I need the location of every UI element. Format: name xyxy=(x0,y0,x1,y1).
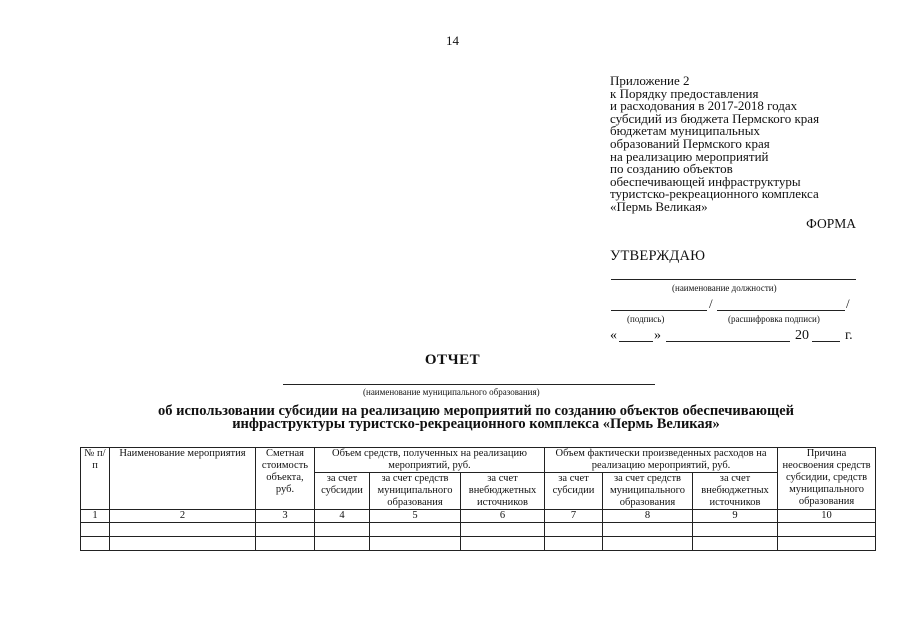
header-reason: Причина неосвоения средств субсидии, средств муниципального образования xyxy=(778,448,876,510)
header-actual-expenses: Объем фактически произведенных расходов на реализацию мероприятий, руб. xyxy=(545,448,778,473)
appendix-line: туристско-рекреационного комплекса xyxy=(610,186,819,202)
empty-cell[interactable] xyxy=(315,537,370,551)
date-year-suffix: г. xyxy=(845,328,853,343)
appendix-line: по созданию объектов xyxy=(610,161,733,177)
appendix-line: обеспечивающей инфраструктуры xyxy=(610,173,801,189)
subheader-municipal: за счет средств муниципального образования xyxy=(370,473,461,510)
appendix-block xyxy=(610,75,900,214)
date-year-line xyxy=(812,341,840,342)
municipality-caption: (наименование муниципального образования) xyxy=(363,387,540,397)
appendix-line: «Пермь Великая» xyxy=(610,198,708,214)
column-number-cell: 4 xyxy=(315,510,370,523)
empty-cell[interactable] xyxy=(81,523,110,537)
column-number-cell: 1 xyxy=(81,510,110,523)
empty-cell[interactable] xyxy=(81,537,110,551)
appendix-line: на реализацию мероприятий xyxy=(610,148,769,164)
empty-cell[interactable] xyxy=(110,523,256,537)
header-funds-received: Объем средств, полученных на реализацию мероприятий, руб. xyxy=(315,448,545,473)
column-number-cell: 3 xyxy=(256,510,315,523)
empty-cell[interactable] xyxy=(693,523,778,537)
subheader-subsidy: за счет субсидии xyxy=(545,473,603,510)
form-label: ФОРМА xyxy=(806,216,856,231)
table-row xyxy=(81,523,876,537)
decoding-caption: (расшифровка подписи) xyxy=(728,314,820,324)
report-table xyxy=(80,447,876,551)
header-number: № п/п xyxy=(81,448,110,510)
appendix-line: субсидий из бюджета Пермского края xyxy=(610,110,820,126)
report-title: ОТЧЕТ xyxy=(424,352,481,368)
appendix-line: образований Пермского края xyxy=(610,135,770,151)
date-day-line xyxy=(619,341,653,342)
empty-cell[interactable] xyxy=(370,523,461,537)
subheader-offbudget: за счет внебюджетных источников xyxy=(461,473,545,510)
date-month-line xyxy=(666,341,790,342)
appendix-line: и расходования в 2017-2018 годах xyxy=(610,98,798,114)
empty-cell[interactable] xyxy=(256,523,315,537)
page-number: 14 xyxy=(446,33,459,48)
date-close-quote: » xyxy=(654,328,661,343)
empty-cell[interactable] xyxy=(461,523,545,537)
empty-cell[interactable] xyxy=(110,537,256,551)
empty-cell[interactable] xyxy=(370,537,461,551)
subheader-municipal: за счет средств муниципального образования xyxy=(603,473,693,510)
municipality-line xyxy=(283,384,655,385)
empty-cell[interactable] xyxy=(603,537,693,551)
empty-cell[interactable] xyxy=(545,523,603,537)
subtitle-line: инфраструктуры туристско-рекреационного комплекса «Пермь Великая» xyxy=(232,416,720,432)
empty-cell[interactable] xyxy=(315,523,370,537)
signature-caption: (подпись) xyxy=(627,314,665,324)
position-line xyxy=(611,279,856,280)
empty-cell[interactable] xyxy=(778,523,876,537)
empty-cell[interactable] xyxy=(545,537,603,551)
decoding-slash: / xyxy=(846,296,850,311)
appendix-line: к Порядку предоставления xyxy=(610,85,759,101)
approval-heading: УТВЕРЖДАЮ xyxy=(610,248,706,264)
date-open-quote: « xyxy=(610,328,617,343)
header-event-name: Наименование мероприятия xyxy=(110,448,256,510)
column-number-cell: 9 xyxy=(693,510,778,523)
report-subtitle xyxy=(146,405,806,431)
decoding-line xyxy=(717,310,845,311)
empty-cell[interactable] xyxy=(693,537,778,551)
column-number-cell: 6 xyxy=(461,510,545,523)
empty-cell[interactable] xyxy=(778,537,876,551)
column-number-cell: 7 xyxy=(545,510,603,523)
subheader-offbudget: за счет внебюджетных источников xyxy=(693,473,778,510)
empty-cell[interactable] xyxy=(256,537,315,551)
header-estimated-cost: Сметная стоимость объекта, руб. xyxy=(256,448,315,510)
empty-cell[interactable] xyxy=(603,523,693,537)
column-number-cell: 5 xyxy=(370,510,461,523)
column-number-cell: 8 xyxy=(603,510,693,523)
table-row xyxy=(81,537,876,551)
subtitle-line: об использовании субсидии на реализацию мероприятий по созданию объектов обеспечивающей xyxy=(158,403,794,419)
column-number-cell: 2 xyxy=(110,510,256,523)
appendix-line: Приложение 2 xyxy=(610,73,690,88)
appendix-line: бюджетам муниципальных xyxy=(610,123,760,139)
date-year-prefix: 20 xyxy=(795,328,809,343)
signature-slash: / xyxy=(709,296,713,311)
signature-line xyxy=(611,310,707,311)
column-number-cell: 10 xyxy=(778,510,876,523)
position-caption: (наименование должности) xyxy=(672,283,777,293)
subheader-subsidy: за счет субсидии xyxy=(315,473,370,510)
empty-cell[interactable] xyxy=(461,537,545,551)
